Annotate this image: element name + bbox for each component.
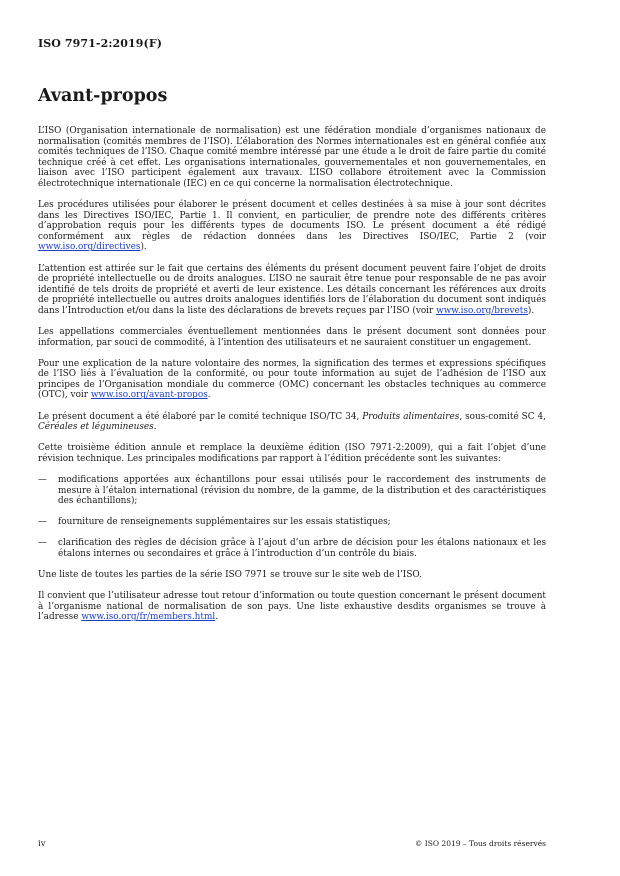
paragraph-end: .	[207, 390, 211, 401]
list-item-text: fourniture de renseignements supplémentaires sur les essais statistiques;	[58, 517, 391, 528]
foreword-body	[38, 126, 546, 633]
paragraph-text: Les procédures utilisées pour élaborer le présent document et celles destinées à sa mise à jour sont décrites dans les Directives ISO/IEC, Partie 1. Il convient, en particulier, de prendre note des différents critères d’approbation requis pour les différents types de documents ISO. Le présent document a été rédigé conformément aux règles de rédaction données dans les Directives ISO/IEC, Partie 2 (voir	[38, 200, 546, 242]
list-item-text: clarification des règles de décision grâce à l’ajout d’un arbre de décision pour les étalons nationaux et les étalons internes ou secondaires et grâce à l’introduction d’un contrôle du biais.	[58, 538, 546, 559]
dash-bullet: —	[38, 538, 47, 549]
committee-name: Produits alimentaires	[362, 411, 460, 422]
list-item	[38, 475, 546, 507]
paragraph-committee	[38, 412, 546, 433]
paragraph-text: Le présent document a été élaboré par le comité technique ISO/TC 34,	[38, 411, 363, 422]
paragraph-trade-names: Les appellations commerciales éventuellement mentionnées dans le présent document sont données pour information, par souci de commodité, à l’intention des utilisateurs et ne sauraient constituer un engagement.	[38, 327, 546, 348]
patents-link[interactable]: www.iso.org/brevets	[436, 305, 528, 316]
page-title: Avant-propos	[38, 86, 168, 106]
dash-bullet: —	[38, 474, 47, 485]
page-number: iv	[38, 839, 46, 849]
paragraph-edition: Cette troisième édition annule et remplace la deuxième édition (ISO 7971-2:2009), qui a fait l’objet d’une révision technique. Les principales modifications par rapport à l’édition précédente sont les suivantes:	[38, 443, 546, 464]
list-item	[38, 517, 546, 528]
paragraph-patents	[38, 264, 546, 317]
list-item	[38, 538, 546, 559]
paragraph-end: ).	[527, 305, 535, 316]
paragraph-procedures	[38, 200, 546, 253]
paragraph-end: ).	[140, 242, 147, 253]
copyright-notice: © ISO 2019 – Tous droits réservés	[414, 839, 546, 848]
paragraph-end: .	[215, 612, 219, 623]
members-link[interactable]: www.iso.org/fr/members.html	[81, 612, 216, 623]
list-item-text: modifications apportées aux échantillons pour essai utilisés pour le raccordement des instruments de mesure à l’étalon international (révision du nombre, de la gamme, de la distribution et des caractéristiques des échantillons);	[58, 474, 546, 507]
paragraph-feedback	[38, 591, 546, 623]
subcommittee-name: Céréales et légumineuses	[38, 422, 154, 433]
document-header: ISO 7971-2:2019(F)	[38, 37, 163, 50]
paragraph-iso-intro: L’ISO (Organisation internationale de normalisation) est une fédération mondiale d’organismes nationaux de normalisation (comités membres de l’ISO). L’élaboration des Normes internationales est en général confiée aux comités techniques de l’ISO. Chaque comité membre intéressé par une étude a le droit de faire partie du comité technique créé à cet effet. Les organisations internationales, gouvernementales et non gouvernementales, en liaison avec l’ISO participent également aux travaux. L’ISO collabore étroitement avec la Commission électrotechnique internationale (IEC) en ce qui concerne la normalisation électrotechnique.	[38, 126, 546, 189]
paragraph-voluntary-nature	[38, 359, 546, 401]
foreword-link[interactable]: www.iso.org/avant-propos	[90, 390, 208, 401]
directives-link[interactable]: www.iso.org/directives	[38, 242, 141, 253]
paragraph-text: Pour une explication de la nature volontaire des normes, la signification des termes et expressions spécifiques de l’ISO liés à l’évaluation de la conformité, ou pour toute information au sujet de l’adhésion de l’ISO aux principes de l’Organisation mondiale du commerce (OMC) concernant les obstacles techniques au commerce (OTC), voir	[38, 358, 546, 401]
changes-list	[38, 475, 546, 560]
paragraph-text-mid: , sous-comité SC 4,	[459, 411, 546, 422]
paragraph-series: Une liste de toutes les parties de la série ISO 7971 se trouve sur le site web de l’ISO.	[38, 570, 422, 580]
paragraph-text: Il convient que l’utilisateur adresse tout retour d’information ou toute question concernant le présent document à l’organisme national de normalisation de son pays. Une liste exhaustive desdits organismes se trouve à l’adresse	[38, 591, 546, 623]
paragraph-text: L’attention est attirée sur le fait que certains des éléments du présent document peuvent faire l’objet de droits de propriété intellectuelle ou de droits analogues. L’ISO ne saurait être tenue pour responsable de ne pas avoir identifié de tels droits de propriété et averti de leur existence. Les détails concernant les références aux droits de propriété intellectuelle ou autres droits analogues identifiés lors de l’élaboration du document sont indiqués dans l’Introduction et/ou dans la liste des déclarations de brevets reçues par l’ISO (voir	[38, 263, 546, 316]
dash-bullet: —	[38, 517, 47, 528]
paragraph-end: .	[153, 422, 157, 433]
